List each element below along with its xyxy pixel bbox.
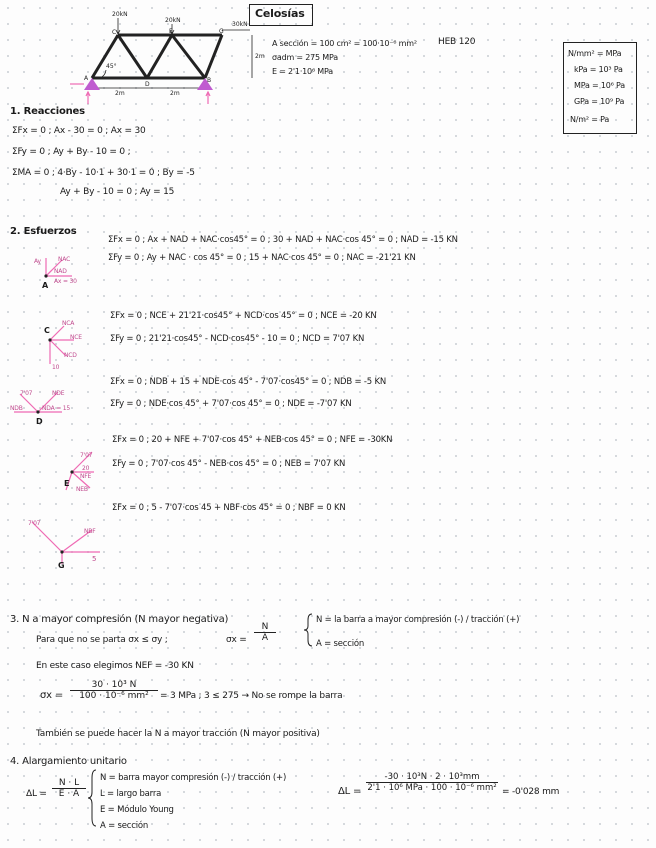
s3-calc-rhs: = 3 MPa ; 3 ≤ 275 → No se rompe la barra xyxy=(160,691,343,701)
fbd-g-node: G xyxy=(58,561,65,570)
s2-eq: ΣFx = 0 ; NDB + 15 + NDE·cos 45° - 7'07·cos45° = 0 ; NDB = -5 KN xyxy=(110,377,387,387)
s3-fraction xyxy=(254,622,276,643)
s4-legend-line: L = largo barra xyxy=(100,789,162,799)
s3-calc-fraction xyxy=(70,680,158,701)
unit-line: MPa = 10⁶ Pa xyxy=(574,81,625,90)
unit-line: GPa = 10⁹ Pa xyxy=(574,97,625,106)
s1-line: ΣMA = 0 ; 4·By - 10·1 + 30·1 = 0 ; By = -5 xyxy=(12,168,195,178)
fbd-c-label-3: NCD xyxy=(64,352,77,359)
svg-text:45°: 45° xyxy=(106,63,117,70)
s2-eq: ΣFx = 0 ; 20 + NFE + 7'07·cos 45° + NEB·cos 45° = 0 ; NFE = -30KN xyxy=(112,435,393,445)
s4-res-den: 2'1 · 10⁶ MPa · 100 · 10⁻⁶ mm² xyxy=(367,783,497,793)
fbd-e-label-4: NEB xyxy=(76,486,88,493)
s2-eq: ΣFy = 0 ; Ay + NAC · cos 45° = 0 ; 15 + NAC·cos 45° = 0 ; NAC = -21'21 KN xyxy=(108,253,416,263)
s4-legend-line: A = sección xyxy=(100,821,149,831)
unit-line: kPa = 10³ Pa xyxy=(574,65,623,74)
s3-note: También se puede hacer la N a mayor tracción (N mayor positiva) xyxy=(36,729,320,739)
unit-line: N/mm² = MPa xyxy=(568,49,622,58)
s2-eq: ΣFy = 0 ; 21'21·cos45° - NCD·cos45° - 10 = 0 ; NCD = 7'07 KN xyxy=(110,334,365,344)
svg-text:20kN: 20kN xyxy=(112,11,128,18)
s3-calc-lhs: σx = xyxy=(40,690,64,701)
s3-calc-num: 30 · 10³ N xyxy=(70,680,158,691)
s1-line: Ay + By - 10 = 0 ; Ay = 15 xyxy=(60,187,175,197)
s3-sigma-lhs: σx = xyxy=(226,635,247,645)
fbd-e-node: E xyxy=(64,479,70,488)
s3-frac-den: A xyxy=(261,633,269,643)
s4-frac-den: E · A xyxy=(58,789,80,799)
given-sigma: σadm = 275 MPa xyxy=(272,53,338,62)
s1-line: ΣFy = 0 ; Ay + By - 10 = 0 ; xyxy=(12,147,131,157)
fbd-g-label-2: NBF xyxy=(84,528,96,535)
svg-text:A: A xyxy=(84,75,89,82)
svg-text:B: B xyxy=(207,77,212,84)
fbd-c-label-2: NCA xyxy=(62,320,75,327)
s3-legend-line: N = la barra a mayor compresión (-) / tracción (+) xyxy=(316,615,520,625)
svg-text:2m: 2m xyxy=(255,53,265,60)
s2-eq: ΣFy = 0 ; 7'07·cos 45° - NEB·cos 45° = 0 ; NEB = 7'07 KN xyxy=(112,459,346,469)
s4-fraction xyxy=(52,778,86,799)
s3-frac-num: N xyxy=(254,622,276,633)
s3-condition: Para que no se parta σx ≤ σy ; xyxy=(36,635,168,645)
s4-frac-num: N · L xyxy=(52,778,86,789)
s2-eq: ΣFx = 0 ; NCE + 21'21·cos45° + NCD·cos 45° = 0 ; NCE = -20 KN xyxy=(110,311,377,321)
section-1-heading: 1. Reacciones xyxy=(10,106,85,117)
page-title: Celosías xyxy=(255,7,305,20)
s4-legend-line: N = barra mayor compresión (-) / tracción (+) xyxy=(100,773,287,783)
s2-eq: ΣFy = 0 ; NDE·cos 45° + 7'07·cos 45° = 0 ; NDE = -7'07 KN xyxy=(110,399,352,409)
given-E: E = 2'1·10⁶ MPa xyxy=(272,67,333,76)
s3-legend-line: A = sección xyxy=(316,639,365,649)
fbd-a-label-2: NAC xyxy=(58,256,71,263)
fbd-e-label-1: 7'07 xyxy=(80,452,93,459)
s4-lhs: ΔL = xyxy=(26,789,47,799)
svg-text:D: D xyxy=(145,81,150,88)
s4-res-fraction xyxy=(366,772,498,793)
truss-members xyxy=(92,35,222,78)
section-3-heading: 3. N a mayor compresión (N mayor negativa) xyxy=(10,614,229,625)
fbd-c-label-1: NCE xyxy=(70,334,82,341)
unit-line: N/m² = Pa xyxy=(570,115,610,124)
fbd-a-label-1: Ay xyxy=(34,258,41,265)
svg-text:30kN: 30kN xyxy=(232,21,248,28)
svg-text:20kN: 20kN xyxy=(165,17,181,24)
section-4-heading: 4. Alargamiento unitario xyxy=(10,756,127,767)
given-profile: HEB 120 xyxy=(438,37,476,47)
s4-legend-line: E = Módulo Young xyxy=(100,805,174,815)
svg-text:2m: 2m xyxy=(115,90,125,97)
fbd-d-node: D xyxy=(36,417,43,426)
fbd-g-label-3: 5 xyxy=(92,555,97,563)
svg-text:2m: 2m xyxy=(170,90,180,97)
s3-calc-den: 100 · 10⁻⁶ mm² xyxy=(79,691,149,701)
fbd-a-label-3: NAD xyxy=(54,268,67,275)
fbd-e-label-3: NFE xyxy=(80,473,92,480)
fbd-a-label-4: Ax = 30 xyxy=(54,278,77,285)
s4-res-lhs: ΔL = xyxy=(338,786,362,797)
s4-res-num: -30 · 10³N · 2 · 10³mm xyxy=(366,772,498,783)
fbd-g-label-1: 7'07 xyxy=(28,520,41,527)
s4-res-rhs: = -0'028 mm xyxy=(502,787,560,797)
fbd-c-node: C xyxy=(44,326,50,335)
s2-eq: ΣFx = 0 ; Ax + NAD + NAC·cos45° = 0 ; 30 + NAD + NAC·cos 45° = 0 ; NAD = -15 KN xyxy=(108,235,458,245)
fbd-e-label-2: 20 xyxy=(82,465,90,472)
section-2-heading: 2. Esfuerzos xyxy=(10,226,77,237)
s2-eq: ΣFx = 0 ; 5 - 7'07·cos 45 + NBF·cos 45° = 0 ; NBF = 0 KN xyxy=(112,503,346,513)
svg-text:G: G xyxy=(219,28,224,35)
fbd-d-label-3: NDA = 15 xyxy=(42,405,70,412)
fbd-d-label-1: 7'07 xyxy=(20,390,33,397)
fbd-c-label-4: 10 xyxy=(52,364,60,371)
svg-text:E: E xyxy=(169,28,173,35)
svg-text:C: C xyxy=(112,29,117,36)
fbd-d-label-2: NDE xyxy=(52,390,65,397)
given-area: A sección = 100 cm² = 100·10⁻⁶ mm² xyxy=(272,39,417,48)
s1-line: ΣFx = 0 ; Ax - 30 = 0 ; Ax = 30 xyxy=(12,126,146,136)
truss-labels xyxy=(84,11,265,97)
s3-choose: En este caso elegimos NEF = -30 KN xyxy=(36,661,194,671)
fbd-a-node: A xyxy=(42,281,48,290)
fbd-d-label-4: NDB xyxy=(10,405,23,412)
